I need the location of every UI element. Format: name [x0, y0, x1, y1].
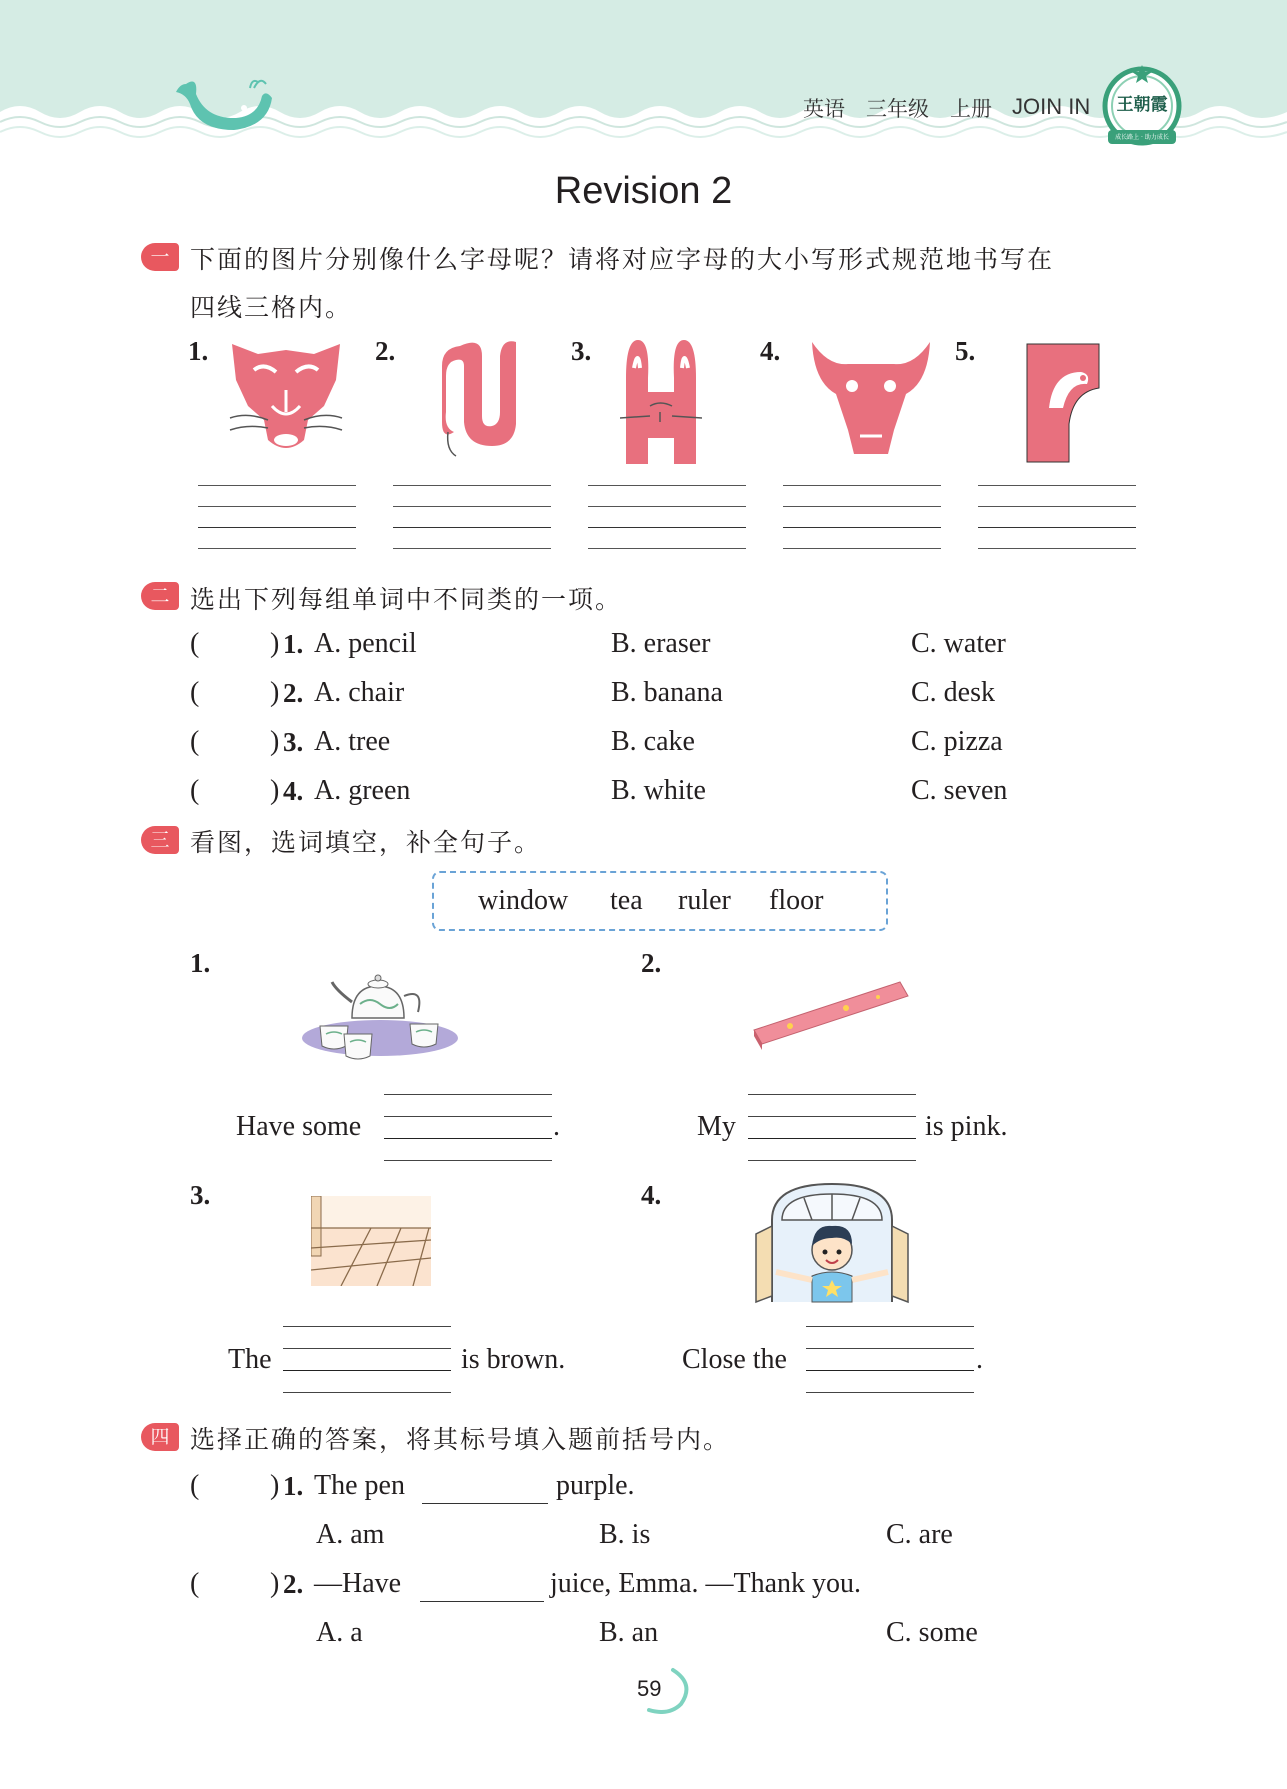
four-line-grid[interactable]: [783, 485, 941, 549]
answer-paren-open: (: [190, 628, 200, 659]
option-b: B. cake: [611, 726, 695, 757]
page-header: [0, 0, 1287, 155]
option-c: C. seven: [911, 775, 1008, 806]
item-number: 1.: [190, 948, 211, 978]
section-1-badge: 一: [141, 243, 179, 271]
question-number: 3.: [283, 727, 304, 757]
rabbit-papercut-icon: [620, 338, 702, 464]
option-b: B. is: [599, 1519, 651, 1550]
sentence-start: My: [697, 1111, 736, 1142]
section-3-badge: 三: [141, 826, 179, 854]
tiger-face-papercut-icon: [228, 340, 344, 462]
answer-paren-open: (: [190, 775, 200, 806]
question-text-end: purple.: [556, 1470, 635, 1501]
section-1-instruction-cont: 四线三格内。: [190, 293, 353, 322]
option-c: C. are: [886, 1519, 953, 1550]
sentence-end: is brown.: [461, 1344, 566, 1375]
section-4-badge: 四: [141, 1423, 179, 1451]
page-number-badge: [625, 1664, 695, 1714]
section-3-instruction: 看图，选词填空，补全句子。: [190, 828, 542, 857]
four-line-grid[interactable]: [393, 485, 551, 549]
option-c: C. some: [886, 1617, 978, 1648]
answer-blank[interactable]: [420, 1601, 544, 1602]
header-volume: 上册: [950, 97, 992, 121]
option-b: B. banana: [611, 677, 723, 708]
section-2-instruction: 选出下列每组单词中不同类的一项。: [190, 585, 623, 614]
tea-set-icon: [300, 968, 460, 1070]
sentence-start: The: [228, 1344, 272, 1375]
answer-paren-open: (: [190, 677, 200, 708]
boy-at-window-icon: [752, 1180, 912, 1304]
answer-paren-close: ): [270, 677, 280, 708]
answer-paren-close: ): [270, 726, 280, 757]
item-number: 2.: [641, 948, 662, 978]
question-number: 2.: [283, 1569, 304, 1599]
question-number: 4.: [283, 776, 304, 806]
item-number: 3.: [190, 1180, 211, 1210]
option-a: A. green: [314, 775, 411, 806]
answer-blank[interactable]: [384, 1094, 552, 1160]
option-b: B. eraser: [611, 628, 711, 659]
four-line-grid[interactable]: [588, 485, 746, 549]
brand-logo-slogan: 成长路上 · 助力成长: [1115, 134, 1169, 141]
option-a: A. am: [316, 1519, 385, 1550]
picture-number: 5.: [955, 336, 976, 366]
answer-blank[interactable]: [422, 1503, 548, 1504]
section-4-instruction: 选择正确的答案，将其标号填入题前括号内。: [190, 1425, 731, 1454]
answer-paren-open: (: [190, 1470, 200, 1501]
snake-papercut-icon: [436, 336, 522, 466]
header-edition: JOIN IN: [1012, 94, 1091, 119]
word-bank-item: floor: [769, 885, 824, 916]
answer-paren-open: (: [190, 1568, 200, 1599]
pink-ruler-icon: [750, 978, 912, 1050]
option-a: A. pencil: [314, 628, 417, 659]
answer-paren-close: ): [270, 1470, 280, 1501]
word-bank-item: window: [478, 885, 569, 916]
whale-icon: [176, 74, 276, 134]
four-line-grid[interactable]: [198, 485, 356, 549]
four-line-grid[interactable]: [978, 485, 1136, 549]
sentence-start: Have some: [236, 1111, 362, 1142]
picture-number: 3.: [571, 336, 592, 366]
option-a: A. chair: [314, 677, 405, 708]
picture-number: 4.: [760, 336, 781, 366]
page-title: Revision 2: [554, 170, 733, 212]
answer-paren-open: (: [190, 726, 200, 757]
option-a: A. a: [316, 1617, 363, 1648]
horse-papercut-icon: [1025, 342, 1103, 464]
word-bank-item: tea: [610, 885, 643, 916]
sentence-start: Close the: [682, 1344, 787, 1375]
header-subject: 英语: [803, 97, 845, 121]
question-number: 2.: [283, 678, 304, 708]
sentence-end: .: [976, 1344, 983, 1375]
picture-number: 1.: [188, 336, 209, 366]
picture-number: 2.: [375, 336, 396, 366]
sentence-end: is pink.: [925, 1111, 1008, 1142]
ox-head-papercut-icon: [810, 336, 932, 464]
answer-paren-close: ): [270, 775, 280, 806]
question-text-end: juice, Emma. —Thank you.: [550, 1568, 862, 1599]
question-text-start: The pen: [314, 1470, 405, 1501]
option-c: C. pizza: [911, 726, 1003, 757]
option-b: B. white: [611, 775, 706, 806]
word-bank-item: ruler: [678, 885, 731, 916]
answer-blank[interactable]: [283, 1326, 451, 1392]
answer-paren-close: ): [270, 628, 280, 659]
floor-tiles-icon: [311, 1196, 431, 1286]
option-a: A. tree: [314, 726, 391, 757]
answer-paren-close: ): [270, 1568, 280, 1599]
answer-blank[interactable]: [748, 1094, 916, 1160]
section-2-badge: 二: [141, 582, 179, 610]
page-number: 59: [637, 1676, 662, 1701]
question-number: 1.: [283, 629, 304, 659]
option-b: B. an: [599, 1617, 659, 1648]
brand-logo-name: 王朝霞: [1116, 95, 1168, 115]
question-text-start: —Have: [314, 1568, 402, 1599]
question-number: 1.: [283, 1471, 304, 1501]
item-number: 4.: [641, 1180, 662, 1210]
section-1-instruction: 下面的图片分别像什么字母呢？请将对应字母的大小写形式规范地书写在: [190, 245, 1055, 274]
sentence-end: .: [553, 1111, 560, 1142]
header-grade: 三年级: [866, 97, 929, 121]
brand-logo: [1102, 62, 1182, 148]
word-bank: [432, 871, 888, 931]
option-c: C. desk: [911, 677, 995, 708]
answer-blank[interactable]: [806, 1326, 974, 1392]
option-c: C. water: [911, 628, 1006, 659]
